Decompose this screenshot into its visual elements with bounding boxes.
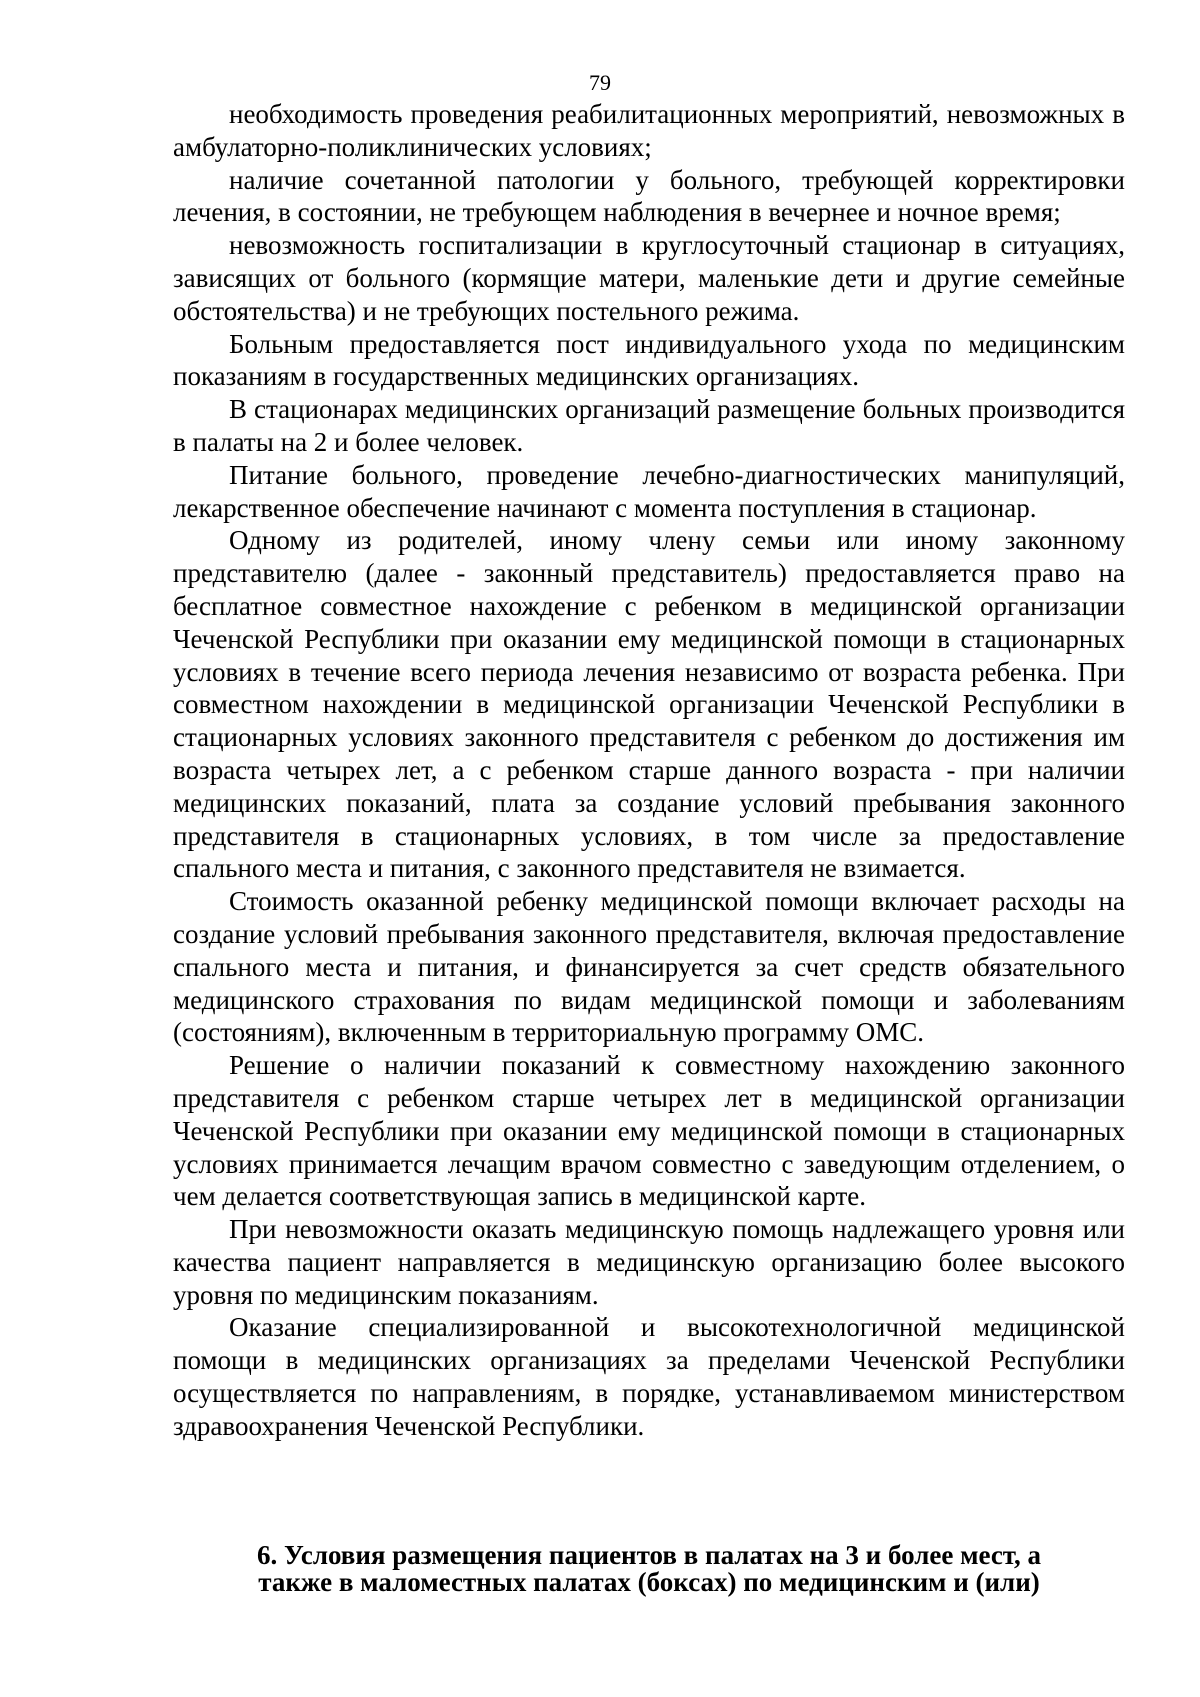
page-number: 79 bbox=[589, 70, 611, 95]
paragraph: Оказание специализированной и высокотехнологичной медицинской помощи в медицинских организациях за пределами Чеченской Республики осуществляется по направлениям, в порядке, устанавливаемом министерством здравоохранения Чеченской Республики. bbox=[173, 1312, 1125, 1441]
document-body bbox=[173, 98, 1125, 1443]
paragraph: необходимость проведения реабилитационных мероприятий, невозможных в амбулаторно-поликлинических условиях; bbox=[173, 99, 1125, 162]
paragraph: Питание больного, проведение лечебно-диагностических манипуляций, лекарственное обеспечение начинают с момента поступления в стационар. bbox=[173, 459, 1125, 523]
paragraph: наличие сочетанной патологии у больного, требующей корректировки лечения, в состоянии, не требующем наблюдения в вечернее и ночное время; bbox=[173, 164, 1125, 228]
paragraph: При невозможности оказать медицинскую помощь надлежащего уровня или качества пациент направляется в медицинскую организацию более высокого уровня по медицинским показаниям. bbox=[173, 1214, 1125, 1310]
paragraph: Решение о наличии показаний к совместному нахождению законного представителя с ребенком старше четырех лет в медицинской организации Чеченской Республики при оказании ему медицинской помощи в стационарных условиях принимается лечащим врачом совместно с заведующим отделением, о чем делается соответствующая запись в медицинской карте. bbox=[173, 1050, 1125, 1212]
paragraph: невозможность госпитализации в круглосуточный стационар в ситуациях, зависящих от больного (кормящие матери, маленькие дети и другие семейные обстоятельства) и не требующих постельного режима. bbox=[173, 230, 1125, 326]
paragraph: Стоимость оказанной ребенку медицинской помощи включает расходы на создание условий пребывания законного представителя, включая предоставление спального места и питания, и финансируется за счет средств обязательного медицинского страхования по видам медицинской помощи и заболеваниям (состояниям), включенным в территориальную программу ОМС. bbox=[173, 886, 1125, 1048]
paragraph: Одному из родителей, иному члену семьи или иному законному представителю (далее - законный представитель) предоставляется право на бесплатное совместное нахождение с ребенком в медицинской организации Чеченской Республики при оказании ему медицинской помощи в стационарных условиях в течение всего периода лечения независимо от возраста ребенка. При совместном нахождении в медицинской организации Чеченской Республики в стационарных условиях законного представителя с ребенком до достижения им возраста четырех лет, а с ребенком старше данного возраста - при наличии медицинских показаний, плата за создание условий пребывания законного представителя в стационарных условиях, в том числе за предоставление спального места и питания, с законного представителя не взимается. bbox=[173, 525, 1125, 884]
paragraph: Больным предоставляется пост индивидуального ухода по медицинским показаниям в государственных медицинских организациях. bbox=[173, 328, 1125, 392]
section-heading bbox=[173, 1542, 1125, 1596]
section-heading-line: также в маломестных палатах (боксах) по медицинским и (или) bbox=[258, 1567, 1040, 1597]
paragraph: В стационарах медицинских организаций размещение больных производится в палаты на 2 и более человек. bbox=[173, 394, 1125, 457]
section-heading-line: 6. Условия размещения пациентов в палатах на 3 и более мест, а bbox=[256, 1540, 1042, 1570]
